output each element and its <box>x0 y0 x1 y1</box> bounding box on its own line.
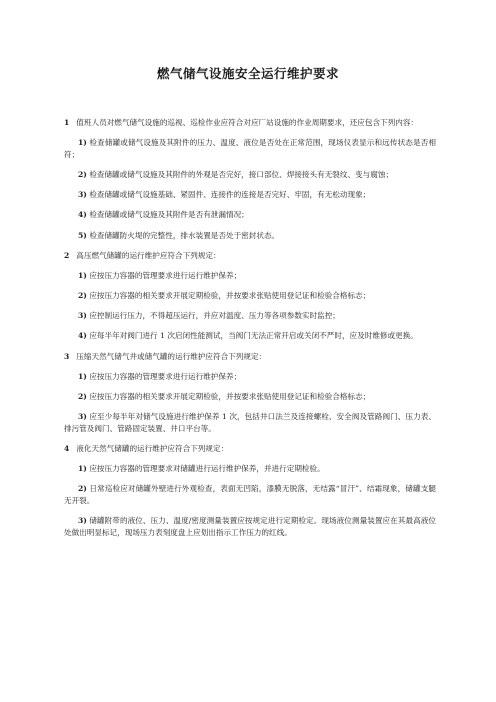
list-item-text: 应每半年对阀门进行 1 次启闭性能测试，当阀门无法正常开启或关闭不严时，应及时维修或更换。 <box>89 331 418 341</box>
list-item <box>64 515 436 538</box>
section-text: 液化天然气储罐的运行维护应符合下列规定： <box>76 444 229 453</box>
section-text: 压缩天然气储气井或储气罐的运行维护应符合下列规定： <box>76 351 267 361</box>
list-item-number: 3) <box>78 412 87 422</box>
list-item <box>64 230 436 242</box>
list-item <box>64 310 436 322</box>
list-item <box>64 371 436 383</box>
document-body <box>64 117 436 547</box>
list-item <box>64 209 436 221</box>
list-item-text: 储罐附带的液位、压力、温度/密度测量装置应按规定进行定期检定。现场液位测量装置应在其最高液位处做出明显标记，现场压力表刻度盘上应划出指示工作压力的红线。 <box>64 516 436 537</box>
list-item-number: 2) <box>78 169 87 179</box>
section-number: 3 <box>64 351 70 361</box>
list-item-text: 应按压力容器的相关要求开展定期检验，并按要求张贴使用登记证和检验合格标志； <box>89 392 371 402</box>
list-item-text: 应按压力容器的相关要求开展定期检验，并按要求张贴使用登记证和检验合格标志； <box>89 291 371 301</box>
list-item-text: 检查储罐或储气设施及其附件的外观是否完好，接口部位、焊接接头有无裂纹、变与腐蚀； <box>89 169 394 179</box>
list-item-number: 4) <box>78 210 87 220</box>
list-item-number: 3) <box>78 516 87 526</box>
section-number: 4 <box>64 444 70 453</box>
list-item <box>64 411 436 434</box>
list-item-number: 3) <box>78 190 87 200</box>
list-item <box>64 391 436 403</box>
list-item-text: 检查储罐或储气设施及其附件是否有泄漏情况； <box>89 210 249 220</box>
list-item <box>64 189 436 201</box>
list-item-number: 1) <box>78 371 87 381</box>
list-item <box>64 290 436 302</box>
list-item-number: 3) <box>78 311 87 321</box>
list-item <box>64 270 436 282</box>
section-text: 高压燃气储罐的运行维护应符合下列规定： <box>76 250 221 260</box>
list-item-number: 2) <box>78 484 87 494</box>
document-title: 燃气储气设施安全运行维护要求 <box>156 66 339 81</box>
list-item <box>64 483 436 506</box>
section-heading-2 <box>64 250 436 262</box>
list-item <box>64 169 436 181</box>
list-item-text: 检查储罐或储气设施基础、紧固件、连接件的连接是否完好、牢固，有无松动现象； <box>89 190 371 200</box>
list-item-number: 4) <box>78 331 87 341</box>
list-item-number: 2) <box>78 392 87 402</box>
list-item-text: 检查储罐防火堤的完整性，排水装置是否处于密封状态。 <box>89 230 280 240</box>
list-item <box>64 463 436 475</box>
list-item-text: 日常巡检应对储罐外壁进行外观检查，表面无凹陷，漆膜无脱落，无结露“冒汗”、结霜现象，储罐支腿无开裂。 <box>64 484 436 505</box>
list-item-number: 1) <box>78 464 87 474</box>
list-item-text: 应按压力容器的管理要求对储罐进行运行维护保养，并进行定期检验。 <box>89 464 325 474</box>
list-item-text: 检查储罐或储气设施及其附件的压力、温度、液位是否处在正常范围，现场仪表显示和远传状态是否相符； <box>64 138 436 159</box>
section-text: 值班人员对燃气储气设施的巡视、巡检作业应符合对应厂站设施的作业周期要求，还应包含下列内容： <box>76 118 419 127</box>
list-item-text: 应按压力容器的管理要求进行运行维护保养； <box>89 371 242 381</box>
list-item-text: 应控制运行压力，不得超压运行，并应对温度、压力等各项参数实时监控； <box>89 311 340 321</box>
section-heading-4 <box>64 443 436 455</box>
list-item <box>64 330 436 342</box>
section-heading-1 <box>64 117 436 129</box>
list-item-number: 2) <box>78 291 87 301</box>
section-number: 2 <box>64 250 70 260</box>
list-item-number: 1) <box>78 138 87 148</box>
section-number: 1 <box>64 118 70 127</box>
list-item-number: 5) <box>78 230 87 240</box>
list-item-number: 1) <box>78 270 87 280</box>
list-item-text: 应至少每半年对储气设施进行维护保养 1 次，包括井口法兰及连接螺栓、安全阀及管路阀门、压力表、排污管及阀门、管路固定装置、井口平台等。 <box>64 412 436 433</box>
list-item-text: 应按压力容器的管理要求进行运行维护保养； <box>89 270 242 280</box>
section-heading-3 <box>64 351 436 363</box>
list-item <box>64 137 436 160</box>
